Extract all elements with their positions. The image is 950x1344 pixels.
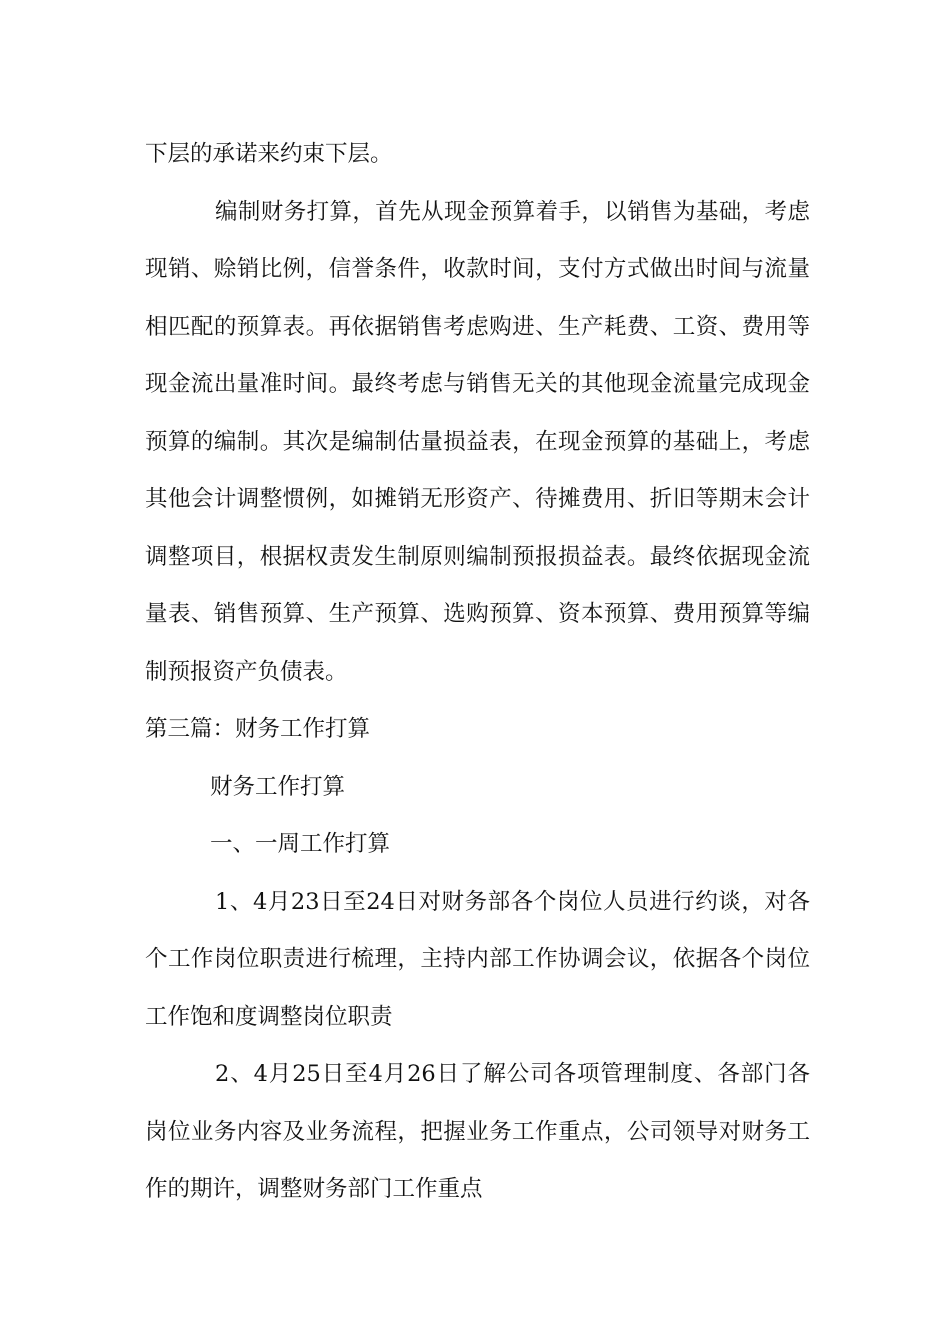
document-body — [145, 126, 810, 1219]
subsection-heading: 一、一周工作打算 — [210, 831, 391, 857]
section-heading: 第三篇：财务工作打算 — [145, 716, 371, 742]
document-title: 财务工作打算 — [210, 773, 346, 800]
list-item-1: 1、4月23日至24日对财务部各个岗位人员进行约谈，对各个工作岗位职责进行梳理，主持内部工作协调会议，依据各个岗位工作饱和度调整岗位职责 — [145, 888, 810, 1030]
paragraph-continuation: 下层的承诺来约束下层。 — [145, 141, 393, 167]
paragraph-budget-process: 编制财务打算，首先从现金预算着手，以销售为基础，考虑现销、赊销比例，信誉条件，收款时间，支付方式做出时间与流量相匹配的预算表。再依据销售考虑购进、生产耗费、工资、费用等现金流出量准时间。最终考虑与销售无关的其他现金流量完成现金预算的编制。其次是编制估量损益表，在现金预算的基础上，考虑其他会计调整惯例，如摊销无形资产、待摊费用、折旧等期末会计调整项目，根据权责发生制原则编制预报损益表。最终依据现金流量表、销售预算、生产预算、选购预算、资本预算、费用预算等编制预报资产负债表。 — [145, 198, 810, 685]
list-item-2: 2、4月25日至4月26日了解公司各项管理制度、各部门各岗位业务内容及业务流程，把握业务工作重点，公司领导对财务工作的期许，调整财务部门工作重点 — [145, 1061, 810, 1202]
